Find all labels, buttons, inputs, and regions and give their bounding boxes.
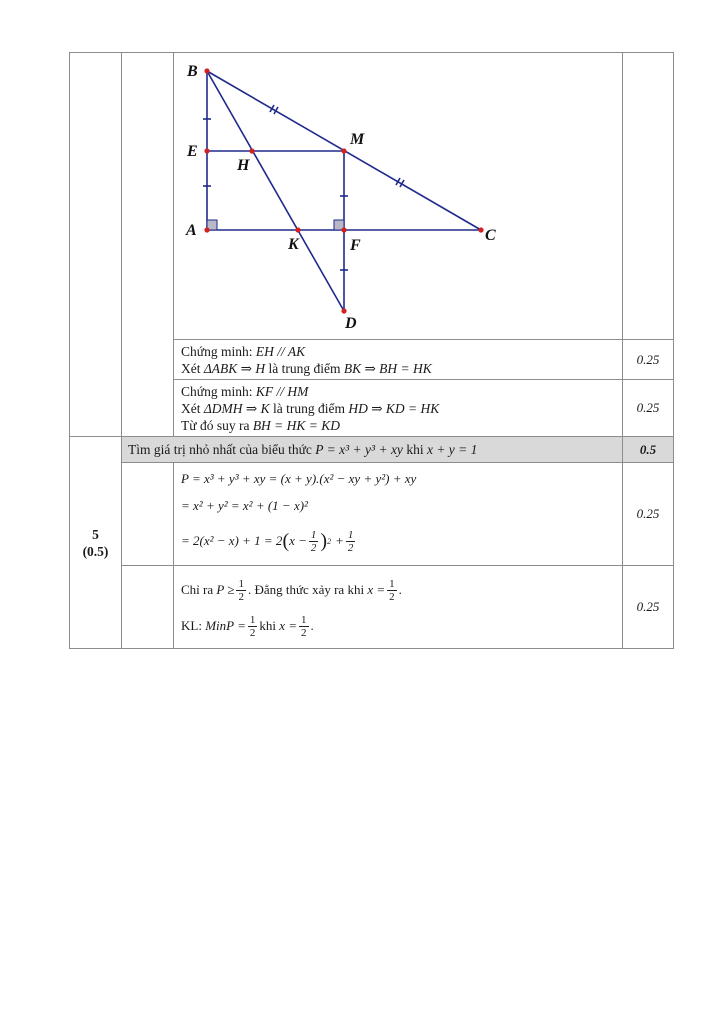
q5-eq3-half-2: $\frac{1}{2}$ — [347, 528, 354, 554]
q4-step2-line2 — [181, 400, 615, 417]
label-c: C — [485, 227, 496, 244]
q5-conclusion-line1: Chỉ ra P ≥ $\frac{1}{2}$ . Đẳng thức xảy ra khi x = $\frac{1}{2}$ . — [181, 577, 402, 603]
q4-step1-score: 0.25 — [623, 340, 674, 380]
q5-points: (0.5) — [82, 543, 109, 559]
text-prove: Chứng minh: — [181, 344, 253, 359]
math-p-geq: P ≥ — [216, 582, 235, 597]
q5-task-expression: P = x³ + y³ + xy — [315, 442, 403, 457]
text-therefore: Từ đó suy ra — [181, 418, 250, 433]
q5-step2-content — [174, 566, 623, 649]
text-show: Chỉ ra — [181, 582, 214, 597]
q5-eq3-part-a: = 2(x² − x) + 1 = 2 — [181, 533, 283, 548]
math-triangle-abk: ΔABK ⇒ — [203, 361, 252, 376]
q5-eq1 — [181, 467, 615, 491]
q5-frac-half-d: $\frac{1}{2}$ — [301, 613, 307, 639]
q5-task-when: khi — [406, 442, 424, 457]
q4-step2-score: 0.25 — [623, 380, 674, 437]
math-h: H — [255, 361, 266, 376]
text-midpoint: là trung điểm — [268, 361, 341, 376]
q4-step1-line1 — [181, 343, 615, 360]
text-consider: Xét — [181, 401, 201, 416]
text-midpoint: là trung điểm — [273, 401, 345, 416]
q5-header-text — [122, 437, 623, 463]
text-equality-when: . Đẳng thức xảy ra khi — [247, 582, 365, 597]
q5-step1-content — [174, 463, 623, 566]
q4-diagram-score-cell — [623, 53, 674, 340]
q5-eq2-text: = x² + y² = x² + (1 − x)² — [181, 498, 308, 513]
q4-step2-line3 — [181, 417, 615, 434]
q5-task-text: Tìm giá trị nhỏ nhất của biểu thức — [128, 442, 312, 457]
q5-step1-score: 0.25 — [623, 463, 674, 566]
q5-eq3-part-c: + — [335, 533, 344, 548]
label-k: K — [288, 236, 299, 253]
q5-header-row — [70, 437, 674, 463]
q5-eq3-lparen: ( — [282, 530, 290, 552]
q5-number: 5 — [92, 526, 99, 542]
geometry-diagram — [174, 53, 626, 339]
q5-eq3-half-1: $\frac{1}{2}$ — [310, 528, 317, 554]
point-m — [341, 148, 346, 153]
math-bh-hk-kd: BH = HK = KD — [252, 418, 341, 433]
segment-bd — [207, 71, 344, 311]
text-consider: Xét — [181, 361, 201, 376]
math-eh-parallel-ak: EH // AK — [255, 344, 306, 359]
q5-step2-row — [70, 566, 674, 649]
point-h — [249, 148, 254, 153]
label-f: F — [350, 237, 361, 254]
q4-step2-content — [174, 380, 623, 437]
q4-blank-cell — [122, 53, 174, 437]
q5-step1-row — [70, 463, 674, 566]
point-e — [204, 148, 209, 153]
math-kf-parallel-hm: KF // HM — [255, 384, 309, 399]
q5-eq3: = 2(x² − x) + 1 = 2 ( x − $\frac{1}{2}$ ) 2 + $\frac{1}{2}$ — [181, 528, 354, 554]
point-b — [204, 68, 209, 73]
answer-table — [69, 52, 674, 649]
label-b: B — [187, 63, 198, 80]
label-e: E — [187, 143, 198, 160]
q5-eq3-part-b: x − — [289, 533, 307, 548]
point-c — [478, 227, 483, 232]
q5-eq2 — [181, 491, 615, 521]
q5-frac-half-c: $\frac{1}{2}$ — [249, 613, 256, 639]
q5-frac-half-b: $\frac{1}{2}$ — [389, 577, 395, 603]
q5-number-cell — [70, 437, 122, 649]
point-f — [341, 227, 346, 232]
q5-header-score: 0.5 — [623, 437, 674, 463]
text-when: khi — [259, 618, 276, 633]
text-conclusion: KL: — [181, 618, 202, 633]
geometry-diagram-cell — [174, 53, 623, 340]
label-d: D — [345, 315, 357, 332]
label-m: M — [350, 131, 365, 148]
math-k: K — [260, 401, 270, 416]
label-h: H — [237, 157, 250, 174]
q4-step1-line2 — [181, 360, 615, 377]
math-kd-eq-hk: HD ⇒ KD = HK — [348, 401, 440, 416]
text-prove: Chứng minh: — [181, 384, 253, 399]
math-min-p: MinP = — [205, 618, 246, 633]
point-k — [295, 227, 300, 232]
q5-step1-blank — [122, 463, 174, 566]
q4-step2-line1 — [181, 383, 615, 400]
q4-number-cell — [70, 53, 122, 437]
q5-step2-blank — [122, 566, 174, 649]
q5-eq3-rparen: ) — [320, 530, 328, 552]
q5-task-condition: x + y = 1 — [426, 442, 478, 457]
math-triangle-dmh: ΔDMH ⇒ — [203, 401, 258, 416]
label-a: A — [186, 222, 197, 239]
q5-step2-score: 0.25 — [623, 566, 674, 649]
point-d — [341, 308, 346, 313]
math-bh-eq-hk: BK ⇒ BH = HK — [343, 361, 432, 376]
q5-frac-half-a: $\frac{1}{2}$ — [238, 577, 244, 603]
math-x-eq: x = — [279, 618, 298, 633]
math-x-eq: x = — [367, 582, 386, 597]
point-a — [204, 227, 209, 232]
q4-step1-content — [174, 340, 623, 380]
q5-eq1-text: P = x³ + y³ + xy = (x + y).(x² − xy + y²) + xy — [181, 471, 417, 486]
q5-conclusion-line2: KL: MinP = $\frac{1}{2}$ khi x = $\frac{1}{2}$ . — [181, 613, 314, 639]
q4-diagram-row — [70, 53, 674, 340]
